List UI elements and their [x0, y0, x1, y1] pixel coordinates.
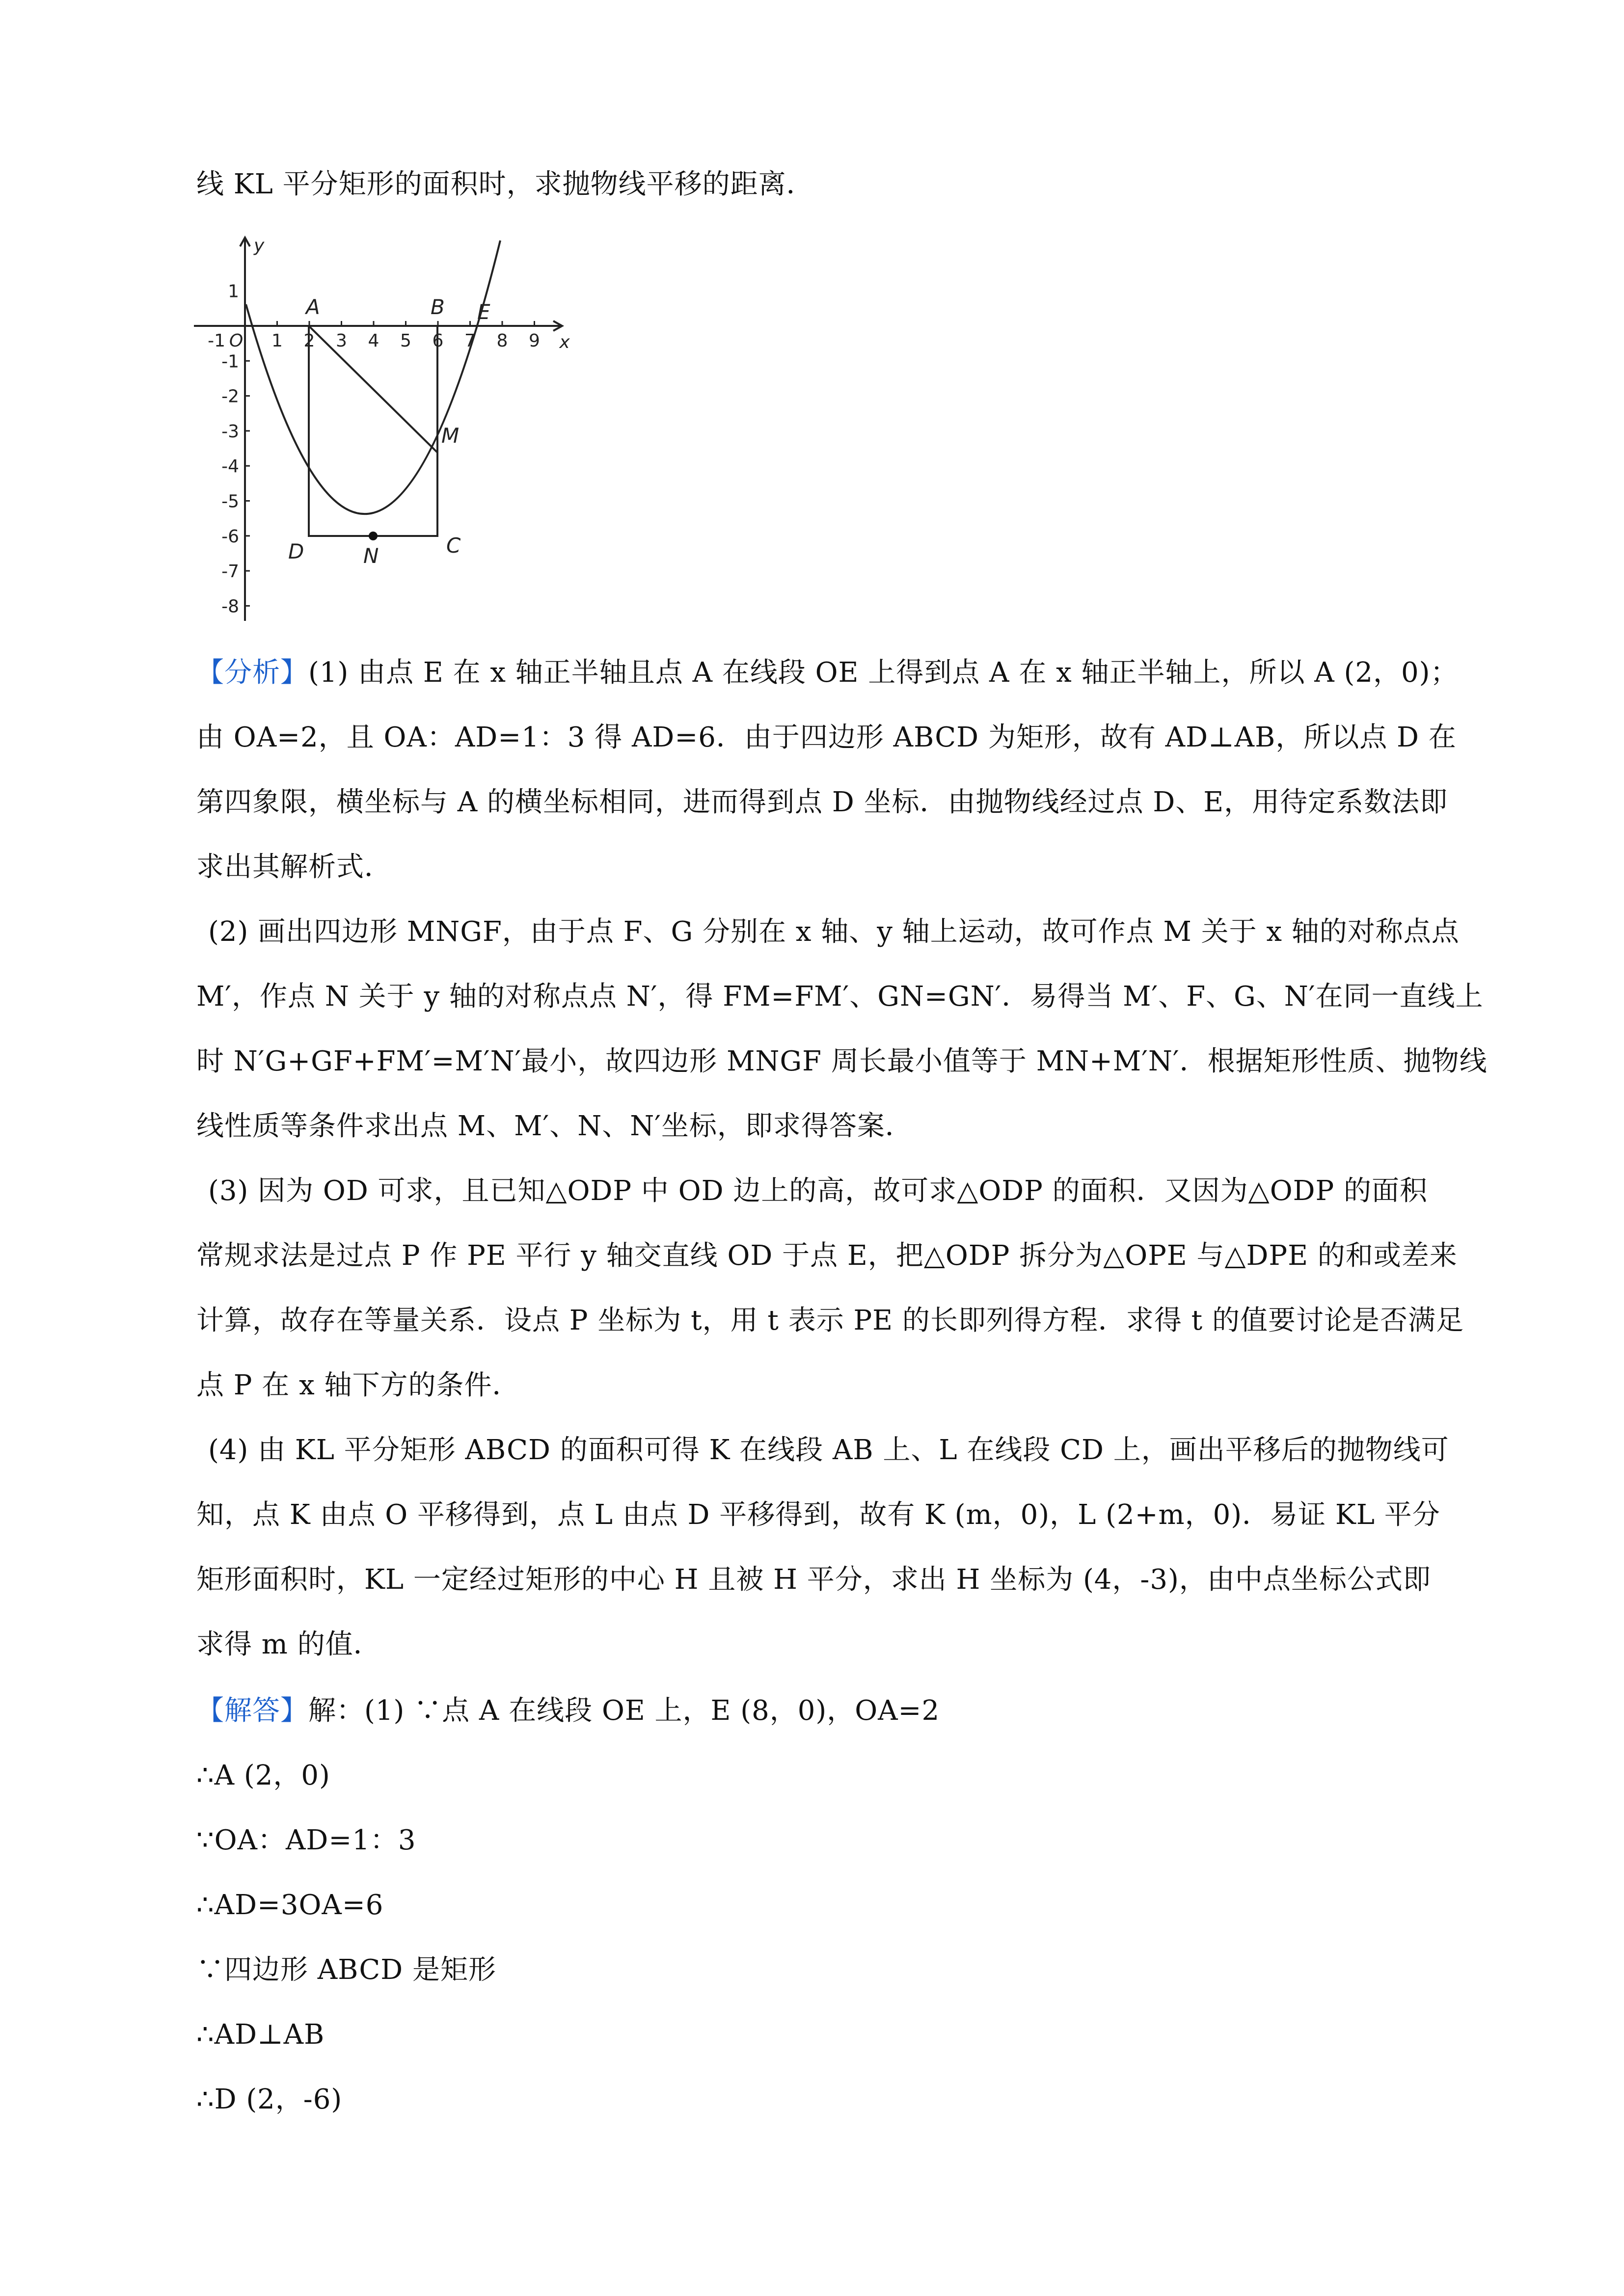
analysis-line	[196, 1612, 1434, 1677]
answer-line	[196, 1679, 1434, 1743]
analysis-line	[208, 1159, 1445, 1224]
y-axis-label: y	[254, 236, 265, 256]
y-tick-label: -8	[221, 596, 239, 617]
x-tick-label: 2	[303, 331, 315, 351]
analysis-line	[196, 770, 1448, 835]
y-tick-label-positive: 1	[228, 281, 239, 302]
analysis-line	[196, 1029, 1488, 1094]
analysis-line	[196, 641, 1459, 705]
analysis-line-text: 矩形面积时，KL 一定经过矩形的中心 H 且被 H 平分，求出 H 坐标为 (4，-3)，由中点坐标公式即	[196, 1564, 1431, 1596]
analysis-line-text: 由 OA=2，且 OA：AD=1：3 得 AD=6．由于四边形 ABCD 为矩形，故有 AD⊥AB，所以点 D 在	[196, 721, 1457, 753]
analysis-line	[196, 1483, 1440, 1548]
y-tick-label: -7	[221, 561, 239, 582]
analysis-line-text: 常规求法是过点 P 作 PE 平行 y 轴交直线 OD 于点 E，把△ODP 拆分为△OPE 与△DPE 的和或差来	[196, 1240, 1458, 1272]
y-tick-label: -2	[221, 386, 239, 407]
analysis-line-text: (2) 画出四边形 MNGF，由于点 F、G 分别在 x 轴、y 轴上运动，故可作点 M 关于 x 轴的对称点点	[208, 916, 1460, 948]
label-D: D	[288, 539, 304, 563]
x-tick-label: 9	[529, 331, 540, 351]
answer-line-text: ∵四边形 ABCD 是矩形	[196, 1954, 496, 1986]
analysis-line-text: 线性质等条件求出点 M、M′、N、N′坐标，即求得答案．	[196, 1110, 913, 1142]
answer-line	[196, 1743, 1434, 1808]
answer-line	[196, 2002, 1434, 2067]
analysis-line-text: 第四象限，横坐标与 A 的横坐标相同，进而得到点 D 坐标．由抛物线经过点 D、E，用待定系数法即	[196, 786, 1448, 818]
label-B: B	[431, 295, 445, 319]
intro-line: 线 KL 平分矩形的面积时，求抛物线平移的距离．	[196, 168, 814, 200]
answer-line-tag: 【解答】	[196, 1695, 308, 1727]
analysis-line	[196, 1224, 1458, 1288]
analysis-line-text: 求出其解析式．	[196, 851, 392, 883]
label-A: A	[306, 295, 320, 319]
answer-line-text: ∴AD=3OA=6	[196, 1889, 384, 1921]
analysis-line	[208, 900, 1460, 964]
x-tick-label: 1	[271, 331, 283, 351]
analysis-line-text: M′，作点 N 关于 y 轴的对称点点 N′，得 FM=FM′、GN=GN′．易得当 M′、F、G、N′在同一直线上	[196, 981, 1484, 1013]
y-tick-label: -1	[221, 351, 239, 372]
analysis-line-text: 求得 m 的值．	[196, 1629, 381, 1660]
answer-line-text: 解：(1) ∵点 A 在线段 OE 上，E (8，0)，OA=2	[308, 1695, 940, 1727]
y-tick-label: -4	[221, 456, 239, 477]
point-N-dot	[369, 532, 378, 540]
answer-line	[196, 1873, 1434, 1938]
analysis-line	[208, 1418, 1449, 1483]
x-tick-label: 8	[496, 331, 508, 351]
answer-line	[196, 1808, 1434, 1873]
x-axis-label: x	[559, 332, 570, 352]
analysis-line	[196, 1288, 1464, 1353]
analysis-line-text: (3) 因为 OD 可求，且已知△ODP 中 OD 边上的高，故可求△ODP 的面积．又因为△ODP 的面积	[208, 1175, 1428, 1207]
y-tick-label: -6	[221, 526, 239, 547]
parabola-curve	[246, 240, 500, 514]
analysis-line	[196, 705, 1457, 770]
analysis-line-tag: 【分析】	[196, 657, 308, 689]
analysis-line-text: 计算，故存在等量关系．设点 P 坐标为 t，用 t 表示 PE 的长即列得方程．求得 t 的值要讨论是否满足	[196, 1305, 1464, 1336]
label-C: C	[446, 534, 461, 558]
y-tick-label: -3	[221, 421, 239, 442]
analysis-line-text: 知，点 K 由点 O 平移得到，点 L 由点 D 平移得到，故有 K (m，0)，L (2+m，0)．易证 KL 平分	[196, 1499, 1440, 1531]
analysis-line	[196, 835, 1434, 900]
answer-line-text: ∵OA：AD=1：3	[196, 1824, 416, 1856]
label-E: E	[477, 300, 490, 324]
answer-line-text: ∴A (2，0)	[196, 1760, 330, 1791]
analysis-line	[196, 964, 1484, 1029]
analysis-line	[196, 1548, 1434, 1612]
x-tick-label: 3	[336, 331, 347, 351]
answer-line-text: ∴AD⊥AB	[196, 2019, 325, 2051]
origin-label: O	[229, 331, 244, 351]
rectangle-ABCD	[309, 326, 437, 536]
analysis-line-text: 点 P 在 x 轴下方的条件．	[196, 1369, 520, 1401]
x-tick-label: 4	[368, 331, 379, 351]
analysis-line-text: 时 N′G+GF+FM′=M′N′最小，故四边形 MNGF 周长最小值等于 MN+M′N′．根据矩形性质、抛物线	[196, 1045, 1488, 1077]
label-M: M	[441, 424, 460, 448]
analysis-line	[196, 1094, 1434, 1159]
y-tick-label: -5	[221, 491, 239, 512]
answer-line	[196, 2067, 1434, 2132]
parabola-figure	[184, 231, 577, 623]
x-tick-label-negative: -1	[208, 331, 225, 351]
x-tick-label: 7	[464, 331, 476, 351]
label-N: N	[363, 544, 379, 568]
x-tick-label: 6	[432, 331, 444, 351]
answer-line	[196, 1938, 1434, 2002]
analysis-line	[196, 1353, 1434, 1418]
x-tick-label: 5	[400, 331, 411, 351]
analysis-line-text: (4) 由 KL 平分矩形 ABCD 的面积可得 K 在线段 AB 上、L 在线段 CD 上，画出平移后的抛物线可	[208, 1434, 1449, 1466]
analysis-line-text: (1) 由点 E 在 x 轴正半轴且点 A 在线段 OE 上得到点 A 在 x 轴正半轴上，所以 A (2，0)；	[308, 657, 1459, 689]
answer-line-text: ∴D (2，-6)	[196, 2083, 343, 2115]
